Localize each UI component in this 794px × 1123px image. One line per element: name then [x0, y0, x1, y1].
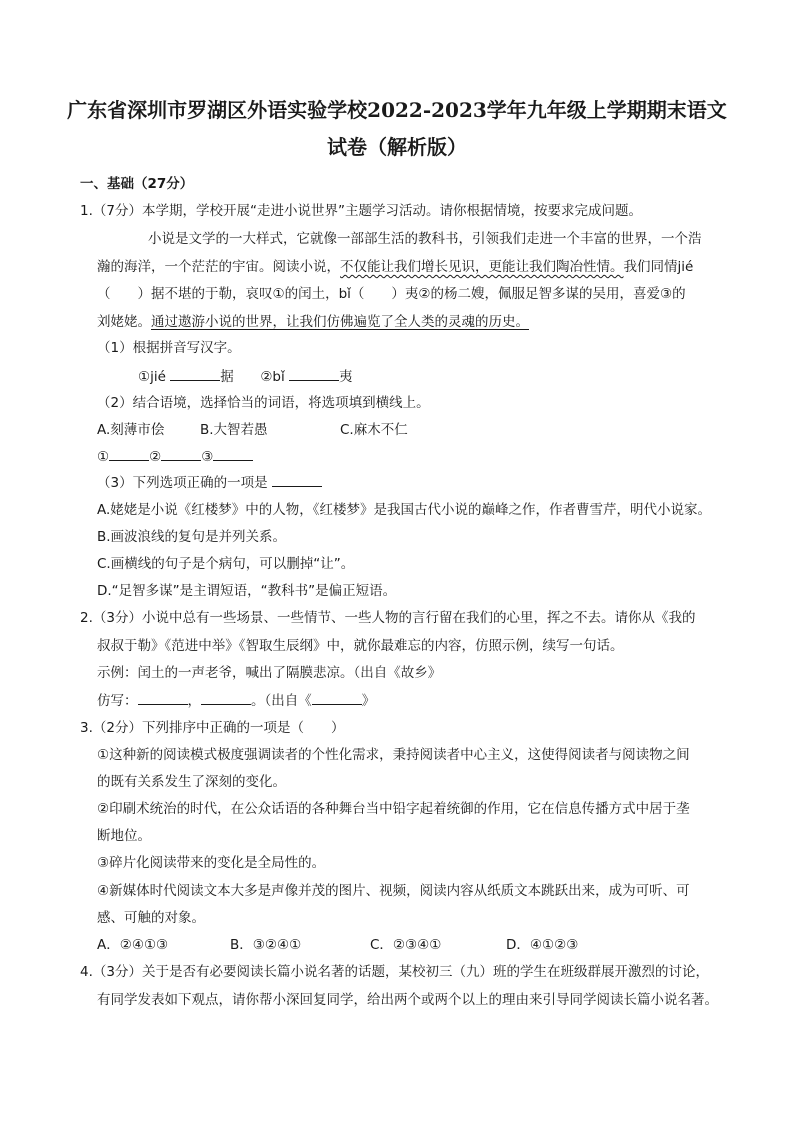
q2-line2: 叔叔于勒》《范进中举》《智取生辰纲》中，就你最难忘的内容，仿照示例，续写一句话。	[97, 638, 624, 654]
q1-sub2: （2）结合语境，选择恰当的词语，将选项填到横线上。	[97, 395, 430, 411]
imitate-blank-1[interactable]	[138, 690, 188, 705]
fill-answer-blank[interactable]	[161, 446, 201, 461]
q3-sentence4-a: ④新媒体时代阅读文本大多是声像并茂的图片、视频，阅读内容从纸质文本跳跃出来，成为可听、可	[97, 883, 690, 899]
pinyin-answer-blank[interactable]	[170, 366, 220, 381]
q1-choice-b: B.画波浪线的复句是并列关系。	[97, 529, 287, 545]
q3-option-a: A．②④①③	[97, 937, 169, 953]
fill-label: ②	[149, 449, 162, 465]
q2-imitate-row	[97, 690, 375, 711]
q1-passage-line4	[97, 312, 529, 332]
imitate-blank-2[interactable]	[201, 690, 251, 705]
q1-sub2-option-a: A.刻薄市侩	[97, 422, 165, 438]
q1-passage-line2	[97, 257, 693, 277]
pinyin-word: 据	[220, 369, 234, 385]
q3-option-c: C．②③④①	[370, 937, 442, 953]
q1-passage-text: 瀚的海洋，一个茫茫的宇宙。阅读小说，	[97, 259, 340, 275]
pinyin-answer-blank[interactable]	[289, 366, 339, 381]
section-heading: 一、基础（27分）	[80, 176, 194, 192]
q1-choice-c: C.画横线的句子是个病句，可以删掉“让”。	[97, 556, 355, 572]
q3-sentence2-a: ②印刷术统治的时代，在公众话语的各种舞台当中铅字起着统御的作用，它在信息传播方式中居于垄	[97, 801, 690, 817]
fill-label: ①	[97, 449, 110, 465]
q1-passage-line1: 小说是文学的一大样式，它就像一部部生活的教科书，引领我们走进一个丰富的世界，一个浩	[148, 231, 702, 247]
fill-label: ③	[201, 449, 214, 465]
q3-sentence4-b: 感、可触的对象。	[97, 910, 205, 926]
q1-pinyin-row	[138, 366, 353, 387]
q3-option-b: B．③②④①	[230, 937, 302, 953]
source-blank[interactable]	[312, 690, 362, 705]
q1-passage-text: 刘姥姥。	[97, 314, 151, 330]
fill-answer-blank[interactable]	[109, 446, 149, 461]
q1-fill-row	[97, 446, 253, 467]
q1-choice-a: A.姥姥是小说《红楼梦》中的人物，《红楼梦》是我国古代小说的巅峰之作，作者曹雪芹，明代小说家。	[97, 502, 712, 518]
q4-line1: 4.（3分）关于是否有必要阅读长篇小说名著的话题，某校初三（九）班的学生在班级群展开激烈的讨论，	[80, 964, 709, 980]
q1-wavy-sentence: 不仅能让我们增长见识，更能让我们陶冶性情。	[340, 259, 624, 275]
q1-sub2-option-b: B.大智若愚	[200, 422, 268, 438]
q1-sub3: （3）下列选项正确的一项是	[97, 475, 268, 491]
pinyin-label: ①jié	[138, 369, 166, 385]
q1-intro: 1.（7分）本学期，学校开展“走进小说世界”主题学习活动。请你根据情境，按要求完成问题。	[80, 203, 642, 219]
source-suffix: 》	[361, 693, 376, 709]
pinyin-word: 夷	[339, 369, 353, 385]
q2-example: 示例：闰土的一声老爷，喊出了隔膜悲凉。（出自《故乡》	[97, 665, 442, 681]
q1-sub3-row	[97, 472, 322, 493]
q1-underlined-sentence: 通过遨游小说的世界，让我们仿佛遍览了全人类的灵魂的历史。	[151, 314, 529, 330]
q3-sentence2-b: 断地位。	[97, 828, 151, 844]
exam-title-line2: 试卷（解析版）	[327, 135, 467, 159]
q3-sentence1-b: 的既有关系发生了深刻的变化。	[97, 774, 286, 790]
exam-title-line1: 广东省深圳市罗湖区外语实验学校2022-2023学年九年级上学期期末语文	[67, 98, 727, 122]
pinyin-label: ②bǐ	[260, 369, 285, 385]
q4-line2: 有同学发表如下观点，请你帮小深回复同学，给出两个或两个以上的理由来引导同学阅读长篇小说名著。	[97, 992, 718, 1008]
q3-option-d: D．④①②③	[506, 937, 579, 953]
q3-sentence1-a: ①这种新的阅读模式极度强调读者的个性化需求，秉持阅读者中心主义，这使得阅读者与阅读物之间	[97, 747, 690, 763]
choice-answer-blank[interactable]	[272, 472, 322, 487]
q1-sub1: （1）根据拼音写汉字。	[97, 340, 241, 356]
fill-answer-blank[interactable]	[213, 446, 253, 461]
source-prefix: 。（出自《	[251, 693, 312, 709]
q3-line1: 3.（2分）下列排序中正确的一项是（ ）	[80, 720, 345, 736]
q2-line1: 2.（3分）小说中总有一些场景、一些情节、一些人物的言行留在我们的心里，挥之不去。请你从《我的	[80, 610, 696, 626]
comma: ，	[187, 693, 201, 709]
q1-passage-text: 我们同情jié	[623, 259, 694, 275]
q1-passage-line3: （ ）据不堪的于勒，哀叹①的闰土，bǐ（ ）夷②的杨二嫂，佩服足智多谋的吴用，喜爱③的	[97, 286, 686, 302]
q2-imitate-label: 仿写：	[97, 693, 138, 709]
q3-sentence3: ③碎片化阅读带来的变化是全局性的。	[97, 855, 326, 871]
q1-sub2-option-c: C.麻木不仁	[340, 422, 408, 438]
q1-choice-d: D.“足智多谋”是主谓短语，“教科书”是偏正短语。	[97, 583, 397, 599]
